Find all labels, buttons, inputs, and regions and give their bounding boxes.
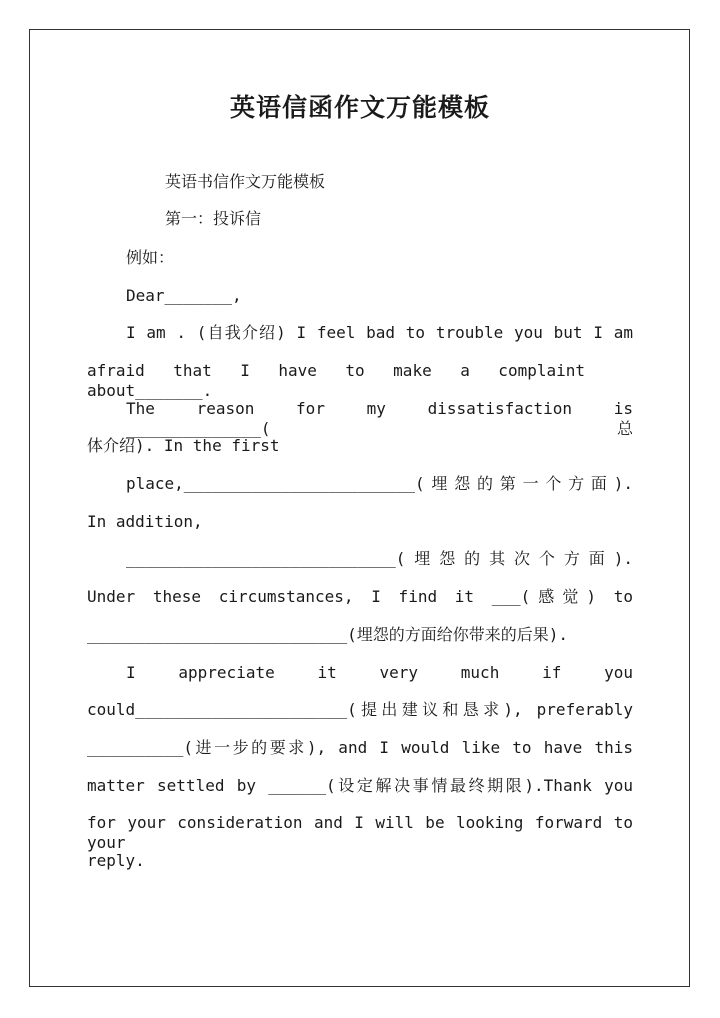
document-title: 英语信函作文万能模板 [229, 93, 490, 122]
example-label: 例如： [126, 248, 175, 267]
body-line: __________(进一步的要求), and I would like to have this [87, 738, 633, 757]
body-line: place,________________________(埋怨的第一个方面). [126, 474, 633, 493]
body-line: The reason for my dissatisfaction is ______________(总 [126, 399, 633, 438]
body-line: afraid that I have to make a complaint about_______. [87, 361, 585, 400]
body-line: Under these circumstances, I find it ___(感觉) to [87, 587, 633, 606]
body-line: 体介绍). In the first [87, 436, 280, 455]
body-line: matter settled by ______(设定解决事情最终期限).Thank you [87, 776, 633, 795]
body-line: ____________________________(埋怨的其次个方面). [126, 549, 633, 568]
body-line: could______________________(提出建议和恳求), preferably [87, 700, 633, 719]
salutation-line: Dear_______, [126, 286, 242, 305]
body-line: ___________________________(埋怨的方面给你带来的后果). [87, 625, 568, 644]
body-line: reply. [87, 851, 145, 870]
body-line: I appreciate it very much if you [126, 663, 633, 682]
body-line: I am . (自我介绍) I feel bad to trouble you but I am [126, 323, 633, 342]
section-heading: 第一：投诉信 [165, 209, 262, 228]
subtitle-line: 英语书信作文万能模板 [165, 172, 326, 191]
body-line: In addition, [87, 512, 203, 531]
body-line: for your consideration and I will be looking forward to your [87, 813, 633, 852]
